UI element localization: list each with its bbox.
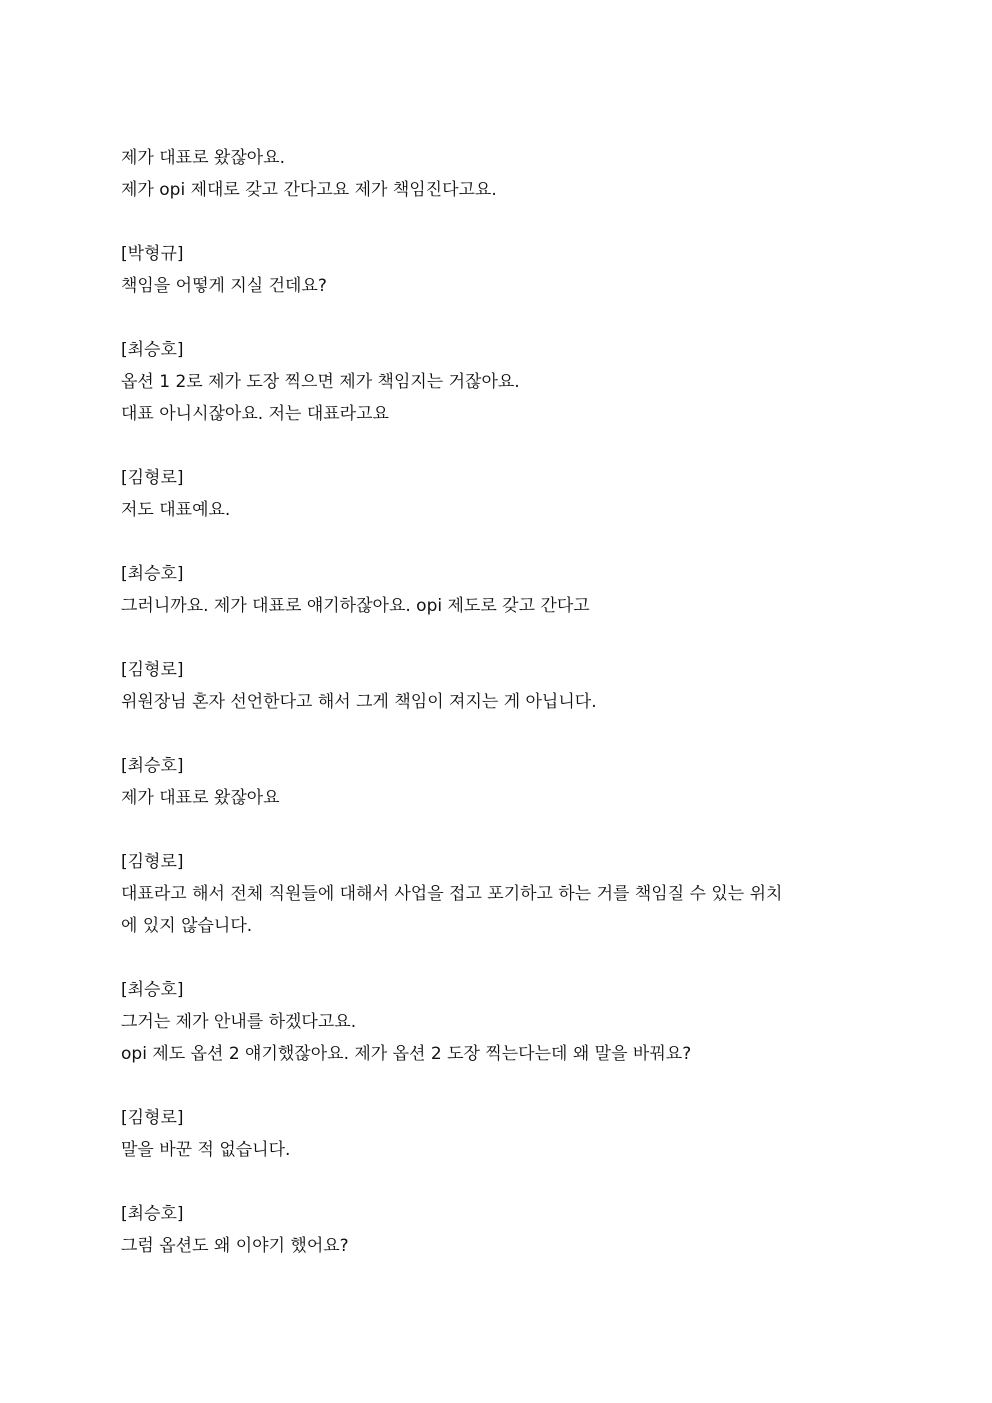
utterance-line: 그러니까요. 제가 대표로 얘기하잖아요. opi 제도로 갖고 간다고 xyxy=(121,596,590,616)
speaker-label: [김형로] xyxy=(121,852,184,872)
transcript-block xyxy=(121,750,881,814)
block-spacer xyxy=(121,206,881,238)
utterance-line: 에 있지 않습니다. xyxy=(121,916,253,936)
document-page xyxy=(121,142,881,1262)
transcript-block xyxy=(121,334,881,430)
speaker-label: [김형로] xyxy=(121,660,184,680)
block-spacer xyxy=(121,622,881,654)
transcript-block xyxy=(121,462,881,526)
utterance-line: 옵션 1 2로 제가 도장 찍으면 제가 책임지는 거잖아요. xyxy=(121,372,520,392)
speaker-label: [김형로] xyxy=(121,1108,184,1128)
block-spacer xyxy=(121,1166,881,1198)
utterance-line: 대표 아니시잖아요. 저는 대표라고요 xyxy=(121,404,389,424)
utterance-line: 그럼 옵션도 왜 이야기 했어요? xyxy=(121,1236,349,1256)
speaker-label: [최승호] xyxy=(121,340,184,360)
block-spacer xyxy=(121,526,881,558)
block-spacer xyxy=(121,718,881,750)
block-spacer xyxy=(121,302,881,334)
speaker-label: [김형로] xyxy=(121,468,184,488)
utterance-line: opi 제도 옵션 2 얘기했잖아요. 제가 옵션 2 도장 찍는다는데 왜 말을 바꿔요? xyxy=(121,1044,692,1064)
transcript-block xyxy=(121,654,881,718)
transcript-block xyxy=(121,974,881,1070)
utterance-line: 말을 바꾼 적 없습니다. xyxy=(121,1140,291,1160)
transcript-block xyxy=(121,1102,881,1166)
block-spacer xyxy=(121,814,881,846)
transcript-block xyxy=(121,238,881,302)
speaker-label: [최승호] xyxy=(121,1204,184,1224)
block-spacer xyxy=(121,942,881,974)
transcript-block xyxy=(121,558,881,622)
utterance-line: 위원장님 혼자 선언한다고 해서 그게 책임이 져지는 게 아닙니다. xyxy=(121,692,597,712)
utterance-line: 책임을 어떻게 지실 건데요? xyxy=(121,276,327,296)
block-spacer xyxy=(121,430,881,462)
transcript-block xyxy=(121,1198,881,1262)
utterance-line: 그거는 제가 안내를 하겠다고요. xyxy=(121,1012,357,1032)
speaker-label: [박형규] xyxy=(121,244,184,264)
transcript-block xyxy=(121,142,881,206)
transcript-block xyxy=(121,846,881,942)
utterance-line: 저도 대표예요. xyxy=(121,500,231,520)
utterance-line: 제가 대표로 왔잖아요. xyxy=(121,148,286,168)
speaker-label: [최승호] xyxy=(121,756,184,776)
speaker-label: [최승호] xyxy=(121,980,184,1000)
utterance-line: 제가 대표로 왔잖아요 xyxy=(121,788,280,808)
speaker-label: [최승호] xyxy=(121,564,184,584)
utterance-line: 제가 opi 제대로 갖고 간다고요 제가 책임진다고요. xyxy=(121,180,497,200)
utterance-line: 대표라고 해서 전체 직원들에 대해서 사업을 접고 포기하고 하는 거를 책임질 수 있는 위치 xyxy=(121,884,783,904)
block-spacer xyxy=(121,1070,881,1102)
